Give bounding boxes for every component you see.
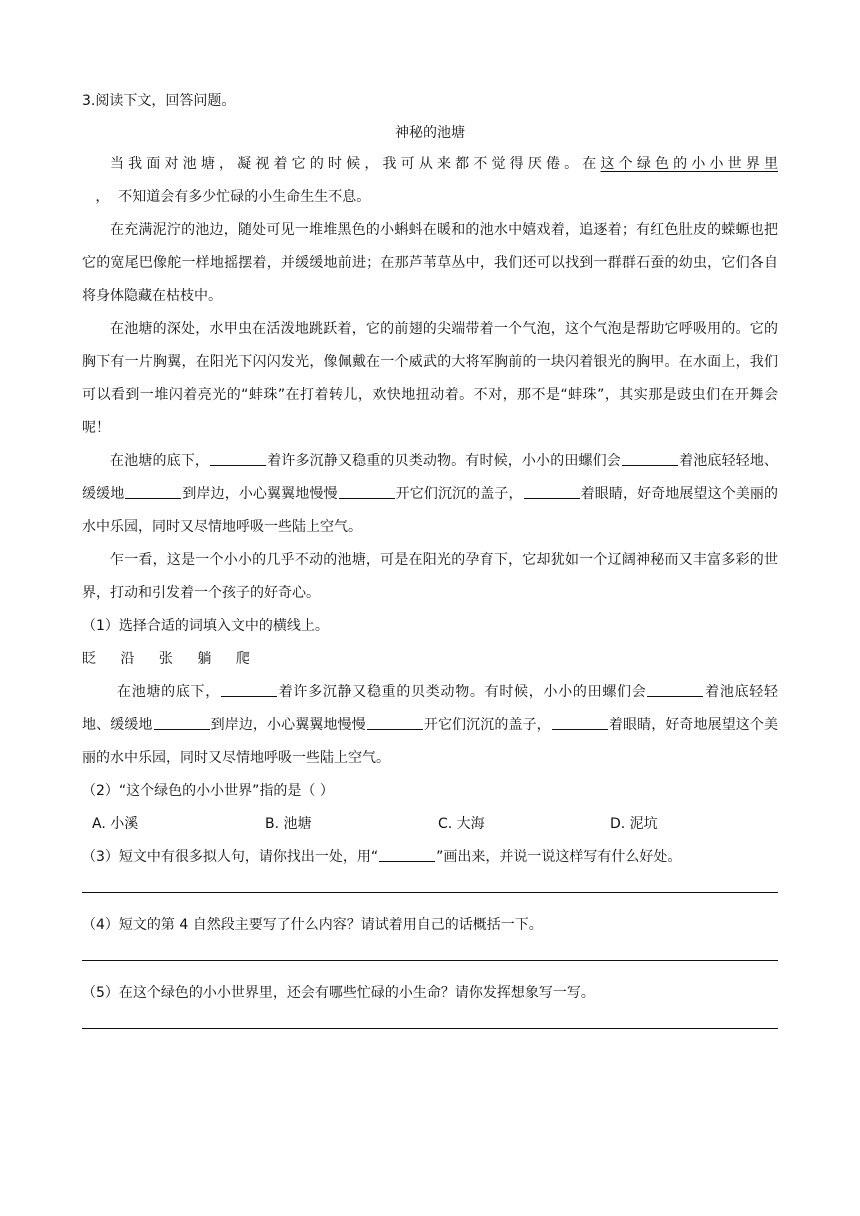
question-2-prompt: （2）“这个绿色的小小世界”指的是（ ） <box>82 783 334 799</box>
question-5-prompt: （5）在这个绿色的小小世界里，还会有哪些忙碌的小生命？请你发挥想象写一写。 <box>82 985 595 1001</box>
word-option: 眨 <box>82 651 96 667</box>
paragraph-1-text-before: 当我面对池塘，凝视着它的时候，我可从来都不觉得厌倦。在 <box>110 156 601 172</box>
answer-blank-4[interactable] <box>367 711 423 730</box>
passage-paragraph-3: 在池塘的深处，水甲虫在活泼地跳跃着，它的前翅的尖端带着一个气泡，这个气泡是帮助它呼吸用的。它的胸下有一片胸翼，在阳光下闪闪发光，像佩戴在一个威武的大将军胸前的一块闪着银光的胸甲。在水面上，我们可以看到一堆闪着亮光的“蚌珠”在打着转儿，欢快地扭动着。不对，那不是“蚌珠”，其实那是豉虫们在开舞会呢！ <box>82 321 778 436</box>
word-option: 张 <box>158 651 173 667</box>
passage-paragraph-1 <box>82 148 778 214</box>
passage-paragraph-5: 乍一看，这是一个小小的几乎不动的池塘，可是在阳光的孕育下，它却犹如一个辽阔神秘而又丰富多彩的世界，打动和引发着一个孩子的好奇心。 <box>82 552 778 601</box>
fill-blank-5[interactable] <box>524 480 580 499</box>
passage-paragraph-4 <box>82 445 778 544</box>
question-3-text-after: ”画出来，并说一说这样写有什么好处。 <box>436 849 682 865</box>
worksheet-page <box>82 86 778 1029</box>
option-d[interactable]: D. 泥坑 <box>610 816 658 832</box>
fill-blank-2[interactable] <box>622 447 678 466</box>
fill-paragraph-segment: 着眼睛，好奇地展望这个美丽的水中乐园，同时又尽情地呼吸一些陆上空气。 <box>82 717 779 766</box>
underlined-phrase: 这个绿色的小小世界里 <box>600 156 778 172</box>
question-4-prompt: （4）短文的第 4 自然段主要写了什么内容？请试着用自己的话概括一下。 <box>82 917 543 933</box>
word-option: 爬 <box>235 651 250 667</box>
word-option: 躺 <box>197 651 212 667</box>
fill-blank-3[interactable] <box>125 480 181 499</box>
paragraph-4-segment: 开它们沉沉的盖子， <box>395 486 523 502</box>
fill-blank-1[interactable] <box>210 447 266 466</box>
fill-paragraph-segment: 到岸边，小心翼翼地慢慢 <box>210 717 366 733</box>
paragraph-4-segment: 到岸边，小心翼翼地慢慢 <box>182 486 338 502</box>
question-3-text-before: （3）短文中有很多拟人句，请你找出一处，用“ <box>82 849 379 865</box>
passage-paragraph-2: 在充满泥泞的池边，随处可见一堆堆黑色的小蝌蚪在暖和的池水中嬉戏着，追逐着；有红色肚皮的蝾螈也把它的宽尾巴像舵一样地摇摆着，并缓缓地前进；在那芦苇草丛中，我们还可以找到一群群石蚕的幼虫，它们各自将身体隐藏在枯枝中。 <box>82 222 778 304</box>
answer-line-5[interactable] <box>82 1028 778 1029</box>
option-a[interactable]: A. 小溪 <box>92 816 139 832</box>
paragraph-4-segment: 着许多沉静又稳重的贝类动物。有时候，小小的田螺们会 <box>267 453 621 469</box>
fill-blank-4[interactable] <box>339 480 395 499</box>
question-number: 3.阅读下文，回答问题。 <box>82 93 236 109</box>
option-b[interactable]: B. 池塘 <box>265 816 312 832</box>
answer-blank-3[interactable] <box>154 711 210 730</box>
answer-blank-1[interactable] <box>221 678 277 697</box>
answer-blank-2[interactable] <box>647 678 703 697</box>
fill-paragraph-segment: 着池底轻轻地、缓缓地 <box>82 684 779 733</box>
fill-paragraph-segment: 在池塘的底下， <box>117 684 220 700</box>
word-bank <box>82 643 778 676</box>
paragraph-4-segment: 着池底轻轻地、缓缓地 <box>82 453 779 502</box>
paragraph-4-segment: 在池塘的底下， <box>110 453 210 469</box>
question-1-prompt: （1）选择合适的词填入文中的横线上。 <box>82 618 329 634</box>
word-option: 沿 <box>120 651 135 667</box>
passage-title: 神秘的池塘 <box>395 125 465 141</box>
question-1-fill-paragraph <box>82 676 778 775</box>
paragraph-1-text-after: ， 不知道会有多少忙碌的小生命生生不息。 <box>82 189 371 205</box>
underline-sample <box>379 843 435 862</box>
answer-blank-5[interactable] <box>552 711 608 730</box>
question-3-prompt <box>82 841 778 874</box>
option-c[interactable]: C. 大海 <box>438 816 485 832</box>
paragraph-4-segment: 着眼睛，好奇地展望这个美丽的水中乐园，同时又尽情地呼吸一些陆上空气。 <box>82 486 779 535</box>
fill-paragraph-segment: 着许多沉静又稳重的贝类动物。有时候，小小的田螺们会 <box>277 684 647 700</box>
question-2-options <box>82 808 778 841</box>
fill-paragraph-segment: 开它们沉沉的盖子， <box>423 717 551 733</box>
